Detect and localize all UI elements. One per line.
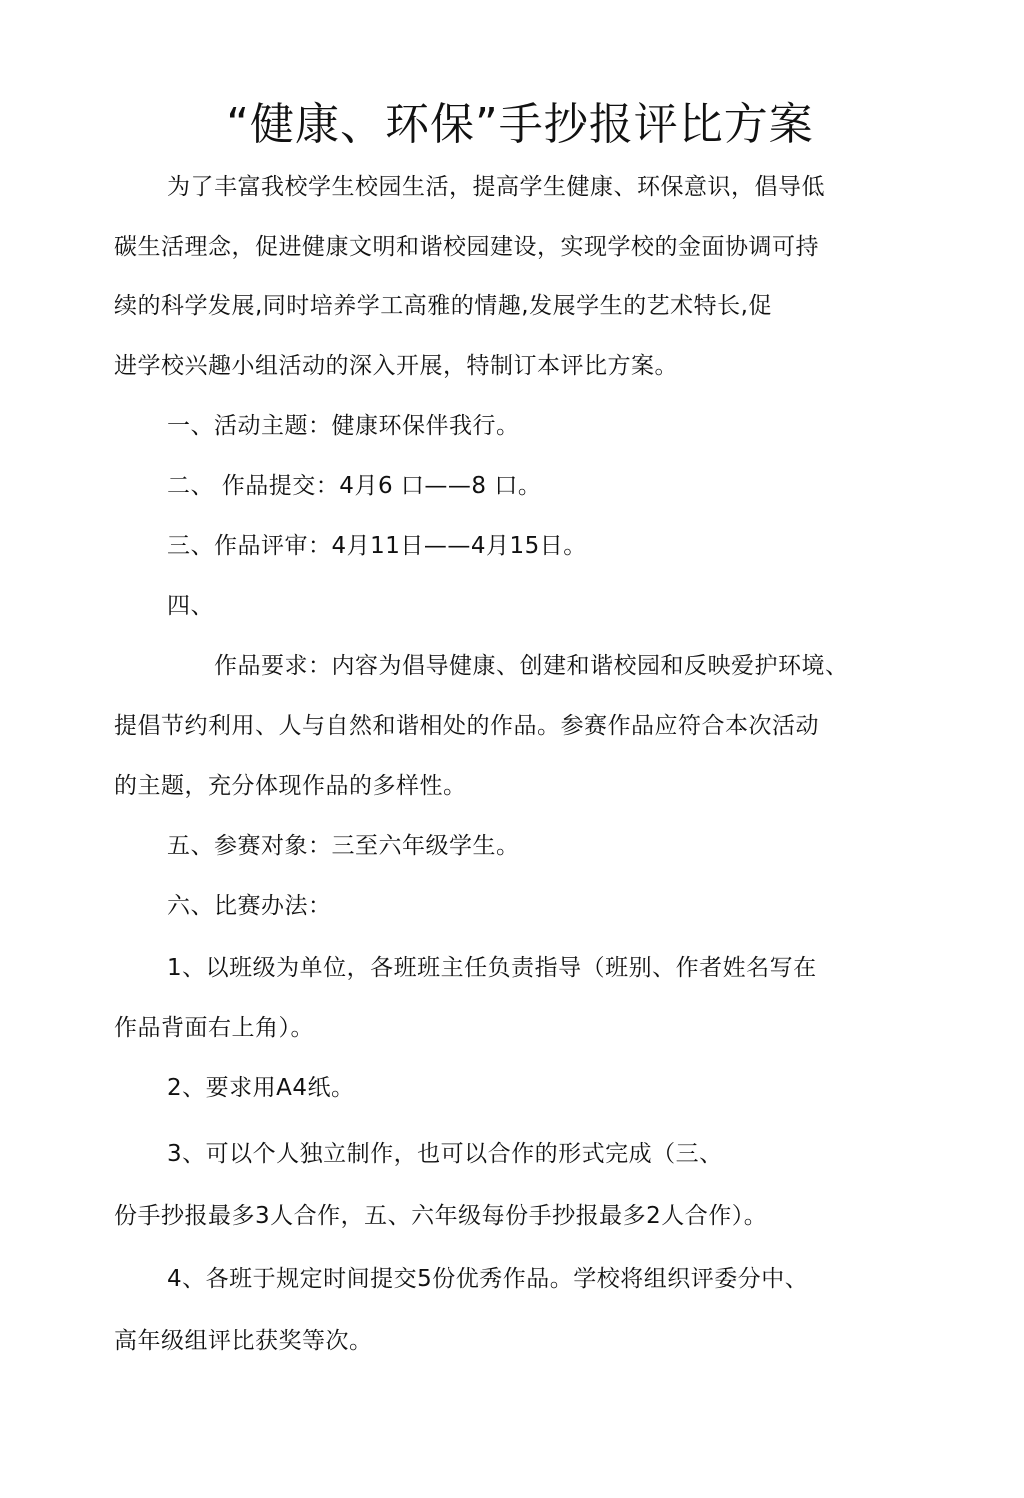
list-item: 4、各班于规定时间提交5份优秀作品。学校将组织评委分中、 <box>167 1266 809 1292</box>
list-item: 1、以班级为单位，各班班主任负责指导（班别、作者姓名写在 <box>167 955 817 981</box>
paragraph-line: 进学校兴趣小组活动的深入开展，特制订本评比方案。 <box>114 353 678 379</box>
paragraph-line: 碳生活理念，促进健康文明和谐校园建设，实现学校的金面协调可持 <box>114 234 819 260</box>
paragraph-line: 提倡节约利用、人与自然和谐相处的作品。参赛作品应符合本次活动 <box>114 713 819 739</box>
section-heading-theme: 一、活动主题：健康环保伴我行。 <box>167 413 520 439</box>
paragraph-line: 续的科学发展,同时培养学工高雅的情趣,发展学生的艺术特长,促 <box>114 293 772 319</box>
list-item-continuation: 份手抄报最多3人合作，五、六年级每份手抄报最多2人合作）。 <box>114 1203 768 1229</box>
section-heading-method: 六、比赛办法： <box>167 893 332 919</box>
list-item-continuation: 高年级组评比获奖等次。 <box>114 1328 373 1354</box>
list-item: 2、要求用A4纸。 <box>167 1075 355 1101</box>
paragraph-line: 的主题，充分体现作品的多样性。 <box>114 773 467 799</box>
list-item-continuation: 作品背面右上角）。 <box>114 1015 314 1041</box>
document-title: “健康、环保”手抄报评比方案 <box>226 99 814 150</box>
section-heading-participants: 五、参赛对象：三至六年级学生。 <box>167 833 520 859</box>
paragraph-line: 作品要求：内容为倡导健康、创建和谐校园和反映爱护环境、 <box>214 653 849 679</box>
paragraph-line: 为了丰富我校学生校园生活，提高学生健康、环保意识，倡导低 <box>167 174 825 200</box>
section-heading-requirements: 四、 <box>167 593 214 619</box>
list-item: 3、可以个人独立制作，也可以合作的形式完成（三、 <box>167 1141 723 1167</box>
section-heading-submission: 二、 作品提交：4月6 口——8 口。 <box>167 473 542 499</box>
section-heading-review: 三、作品评审：4月11日——4月15日。 <box>167 533 587 559</box>
